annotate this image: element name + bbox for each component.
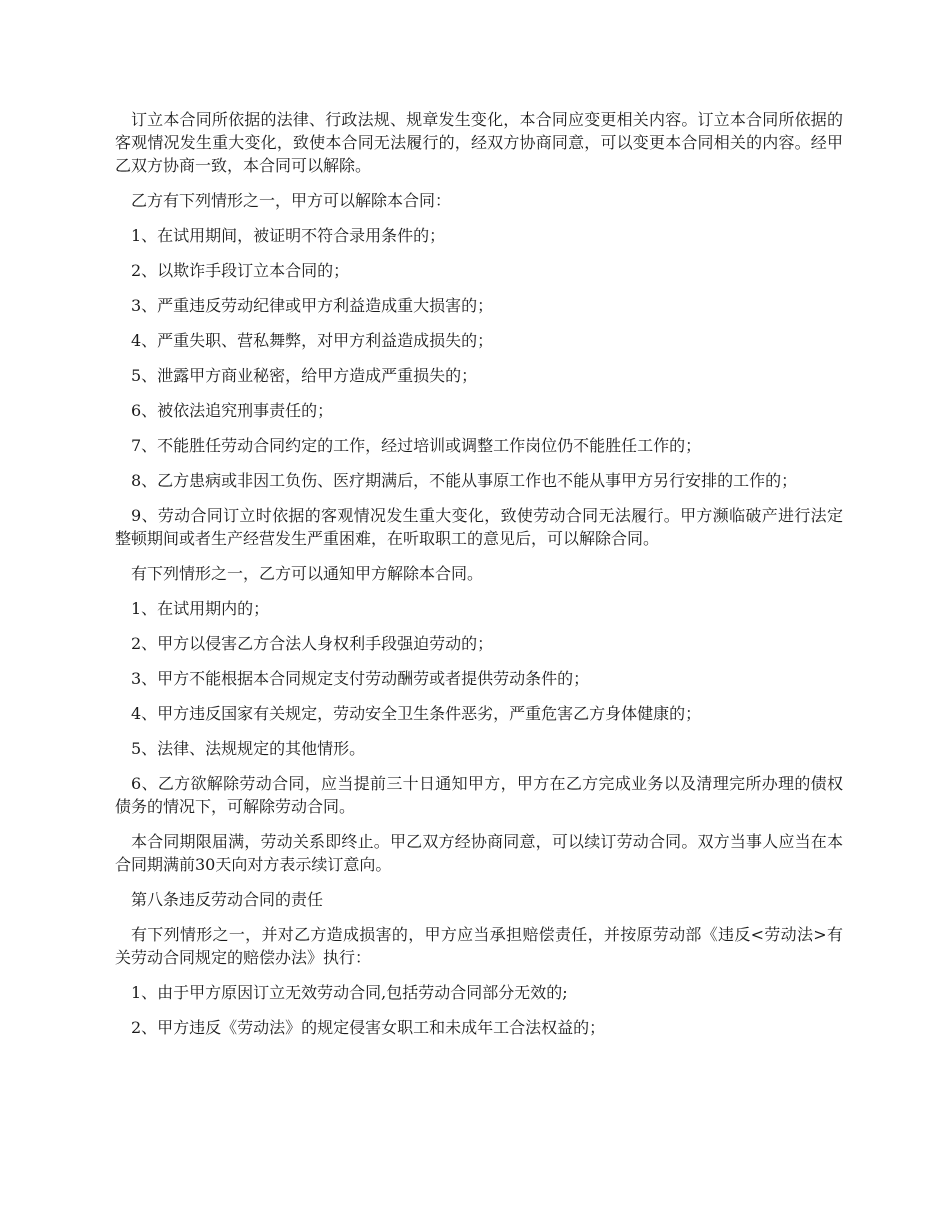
paragraph: 本合同期限届满，劳动关系即终止。甲乙双方经协商同意，可以续订劳动合同。双方当事人应当在本合同期满前30天向对方表示续订意向。 bbox=[115, 832, 843, 874]
paragraph: 订立本合同所依据的法律、行政法规、规章发生变化，本合同应变更相关内容。订立本合同所依据的客观情况发生重大变化，致使本合同无法履行的，经双方协商同意，可以变更本合同相关的内容。经甲乙双方协商一致，本合同可以解除。 bbox=[115, 110, 843, 175]
list-item: 2、以欺诈手段订立本合同的； bbox=[131, 261, 350, 280]
list-item: 1、由于甲方原因订立无效劳动合同,包括劳动合同部分无效的; bbox=[131, 983, 568, 1002]
list-item: 6、乙方欲解除劳动合同，应当提前三十日通知甲方，甲方在乙方完成业务以及清理完所办理的债权债务的情况下，可解除劳动合同。 bbox=[115, 774, 843, 816]
section-heading: 第八条违反劳动合同的责任 bbox=[131, 890, 324, 909]
list-item: 5、泄露甲方商业秘密，给甲方造成严重损失的； bbox=[131, 366, 478, 385]
list-item: 1、在试用期内的； bbox=[131, 599, 270, 618]
list-item: 8、乙方患病或非因工负伤、医疗期满后，不能从事原工作也不能从事甲方另行安排的工作的； bbox=[131, 471, 798, 490]
list-item: 9、劳动合同订立时依据的客观情况发生重大变化，致使劳动合同无法履行。甲方濒临破产进行法定整顿期间或者生产经营发生严重困难，在听取职工的意见后，可以解除合同。 bbox=[115, 506, 843, 548]
list-item: 2、甲方违反《劳动法》的规定侵害女职工和未成年工合法权益的； bbox=[131, 1018, 606, 1037]
list-item: 3、严重违反劳动纪律或甲方利益造成重大损害的； bbox=[131, 296, 494, 315]
paragraph: 有下列情形之一，并对乙方造成损害的，甲方应当承担赔偿责任，并按原劳动部《违反<劳动法>有关劳动合同规定的赔偿办法》执行： bbox=[115, 925, 843, 967]
list-item: 6、被依法追究刑事责任的； bbox=[131, 401, 334, 420]
paragraph: 乙方有下列情形之一，甲方可以解除本合同： bbox=[131, 191, 452, 210]
list-item: 4、严重失职、营私舞弊，对甲方利益造成损失的； bbox=[131, 331, 494, 350]
paragraph: 有下列情形之一，乙方可以通知甲方解除本合同。 bbox=[131, 564, 484, 583]
list-item: 3、甲方不能根据本合同规定支付劳动酬劳或者提供劳动条件的； bbox=[131, 669, 590, 688]
list-item: 1、在试用期间，被证明不符合录用条件的； bbox=[131, 226, 446, 245]
list-item: 5、法律、法规规定的其他情形。 bbox=[131, 739, 366, 758]
list-item: 4、甲方违反国家有关规定，劳动安全卫生条件恶劣，严重危害乙方身体健康的； bbox=[131, 704, 702, 723]
list-item: 7、不能胜任劳动合同约定的工作，经过培训或调整工作岗位仍不能胜任工作的； bbox=[131, 436, 702, 455]
document-body bbox=[115, 108, 843, 1051]
list-item: 2、甲方以侵害乙方合法人身权利手段强迫劳动的； bbox=[131, 634, 494, 653]
